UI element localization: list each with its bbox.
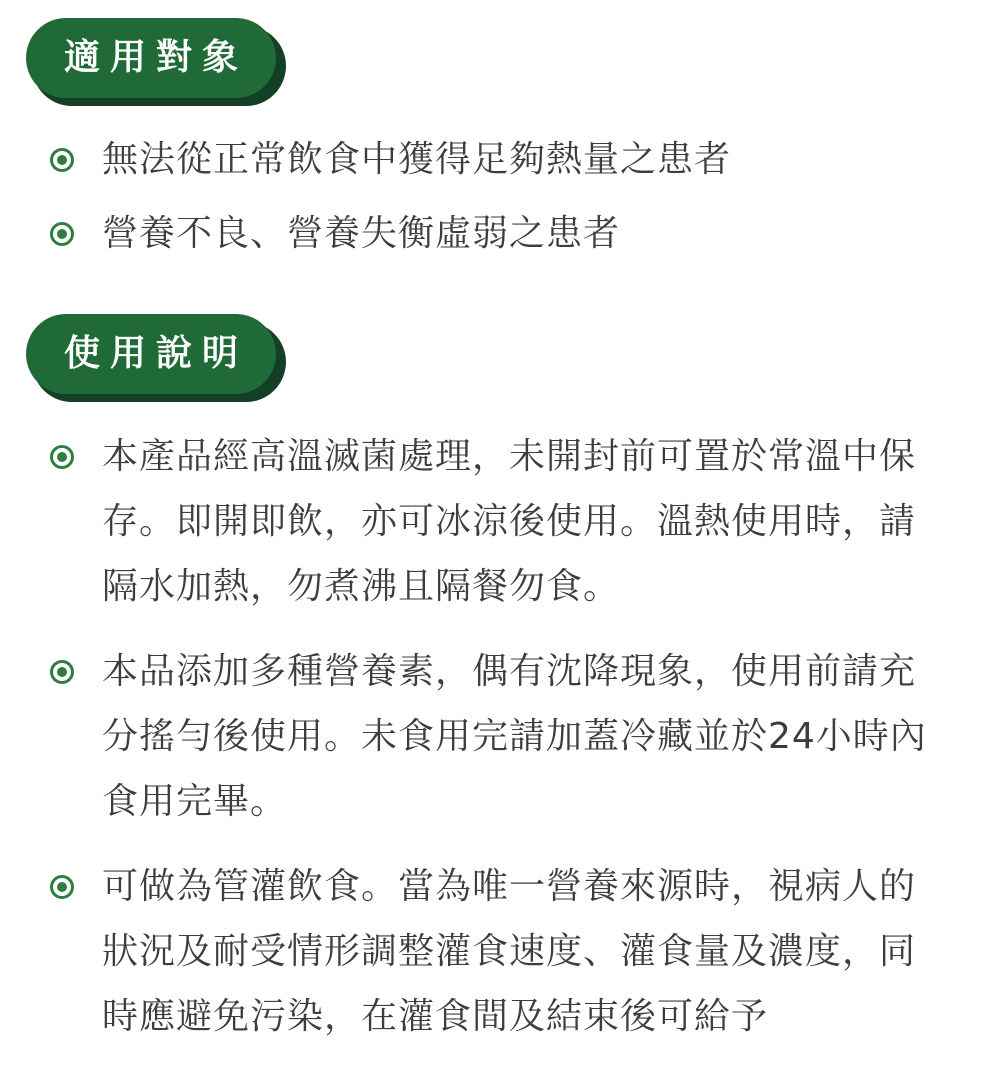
list-item-text: 本品添加多種營養素，偶有沈降現象，使用前請充分搖勻後使用。未食用完請加蓋冷藏並於24小時內食用完畢。 <box>102 651 927 822</box>
bullseye-bullet-icon <box>50 222 74 246</box>
badge-pill <box>26 314 276 394</box>
list-item-text: 本產品經高溫滅菌處理，未開封前可置於常溫中保存。即開即飲，亦可冰涼後使用。溫熱使用時，請隔水加熱，勿煮沸且隔餐勿食。 <box>102 436 917 607</box>
bullseye-bullet-icon <box>50 660 74 684</box>
list-item-text: 營養不良、營養失衡虛弱之患者 <box>102 213 621 254</box>
section-header-usage-instructions <box>26 314 276 394</box>
bullseye-bullet-icon <box>50 445 74 469</box>
list-item <box>50 123 938 197</box>
list-item <box>50 197 938 271</box>
bullseye-bullet-icon <box>50 148 74 172</box>
section-title-usage-instructions: 使用說明 <box>63 333 248 374</box>
list-item <box>50 854 938 1049</box>
usage-instructions-list <box>50 424 938 1069</box>
section-header-target-users <box>26 18 276 98</box>
section-title-target-users: 適用對象 <box>63 37 248 78</box>
list-item <box>50 424 938 619</box>
badge-pill <box>26 18 276 98</box>
list-item-text: 可做為管灌飲食。當為唯一營養來源時，視病人的狀況及耐受情形調整灌食速度、灌食量及濃度，同時應避免污染，在灌食間及結束後可給予 <box>102 866 917 1037</box>
list-item-text: 無法從正常飲食中獲得足夠熱量之患者 <box>102 139 732 180</box>
bullseye-bullet-icon <box>50 875 74 899</box>
list-item <box>50 639 938 834</box>
target-users-list <box>50 123 938 271</box>
